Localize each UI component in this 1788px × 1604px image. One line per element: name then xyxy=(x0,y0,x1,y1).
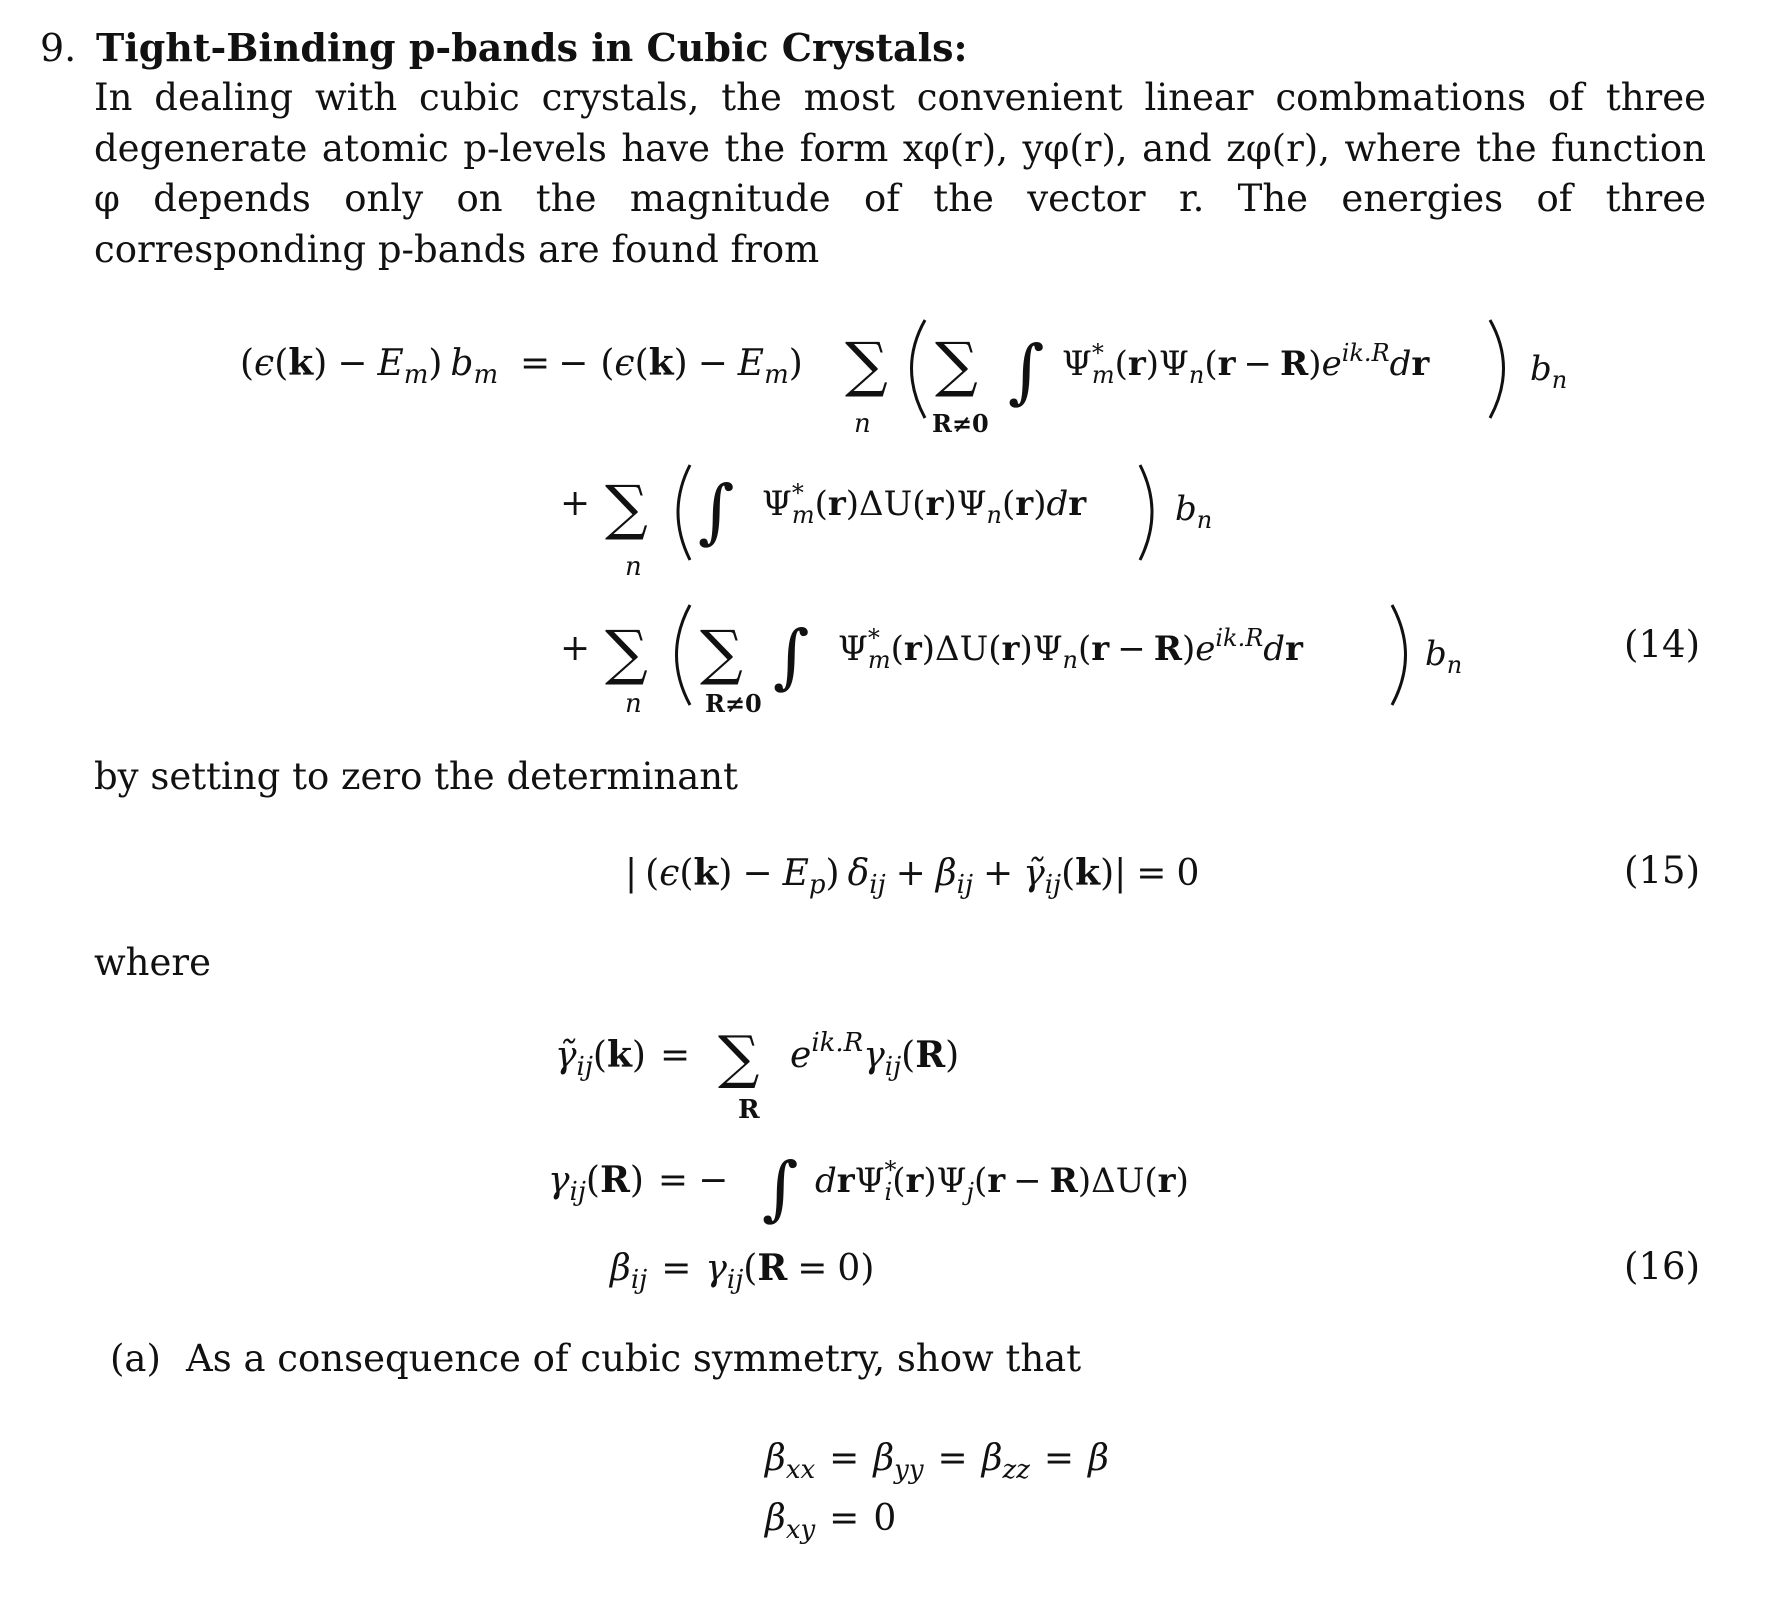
eq14-rhs-prefix: = − $(\epsilon(k) - E_m)$ xyxy=(520,342,803,390)
eq14-line3-big-rparen xyxy=(1392,605,1406,705)
eq14-line1 xyxy=(240,320,1567,439)
eq14-sum-n: ∑ xyxy=(845,330,888,400)
eq14-line2-lparen xyxy=(678,465,690,560)
eq14-integral: ∫ xyxy=(1008,330,1045,412)
intro-paragraph: In dealing with cubic crystals, the most convenient linear combmations of three degenerate atomic p-levels have the form xφ(r), yφ(r), and zφ(r), where the function φ depends only on the magnitude of the vector r. The energies of three corresponding p-bands are found from xyxy=(94,76,1706,271)
eq14-big-lparen xyxy=(912,320,926,418)
eq14-line2-rparen xyxy=(1140,465,1152,560)
part-a-equations xyxy=(763,1438,1109,1545)
eq14-bn-3: $b_n$ xyxy=(1425,634,1463,679)
part-a-eq2: $\beta_{xy} = 0$ xyxy=(765,1498,897,1545)
eq15-number: (15) xyxy=(1624,849,1700,892)
eq16-line1-rhs: $e^{ik.R}\gamma_{ij}(R)$ xyxy=(790,1028,960,1082)
eq14-sum-R: ∑ xyxy=(935,330,978,400)
eq14-line2 xyxy=(560,465,1212,582)
eq14-sum-R-3: ∑ xyxy=(700,618,743,688)
eq14-line2-integrand: Ψ* $m(r)\Delta U(r)\Psi_n(r)dr$ xyxy=(762,479,1087,529)
problem-number: 9. xyxy=(40,26,77,70)
eq14-bn-1: $b_n$ xyxy=(1530,349,1568,394)
eq14-plus-3: + xyxy=(560,628,591,669)
part-a-eq1: $\beta_{xx} = \beta_{yy} = \beta_{zz} = \beta$ xyxy=(765,1438,1109,1485)
eq14-sum-n-sub: n xyxy=(854,409,871,439)
part-a xyxy=(110,1334,1081,1384)
eq14-bn-2: $b_n$ xyxy=(1175,489,1213,534)
eq16-number: (16) xyxy=(1624,1245,1700,1288)
problem-title: Tight-Binding p-bands in Cubic Crystals: xyxy=(96,25,968,70)
eq16-line2-lhs: $\gamma_{ij}(R)$ = − xyxy=(548,1159,729,1207)
eq14-line2-integral: ∫ xyxy=(698,470,735,552)
eq14-line3-integral: ∫ xyxy=(773,615,810,697)
eq16-line2-rhs: drΨ* $i(r)\Psi_j(r - R)\Delta U(r)$ xyxy=(815,1156,1189,1206)
eq14-lhs: $(\epsilon(k) - E_m)$ $b_m$ xyxy=(240,342,499,390)
eq14-line3-integrand: Ψ* $m(r)\Delta U(r)\Psi_n(r - R)e^{ik.R}dr$ xyxy=(838,624,1303,674)
eq14-sum-n-3: ∑ xyxy=(605,618,648,688)
eq14-sum-n-2-sub: n xyxy=(625,552,642,582)
eq14-line3-big-lparen xyxy=(677,605,691,705)
eq14-plus-2: + xyxy=(560,483,591,524)
equation-15 xyxy=(625,852,1199,900)
eq14-sum-n-2: ∑ xyxy=(605,473,648,543)
eq16-line3: $\beta_{ij} = \gamma_{ij}(R = 0)$ xyxy=(610,1247,875,1295)
eq14-line3 xyxy=(560,605,1462,719)
part-a-text: As a consequence of cubic symmetry, show that xyxy=(186,1337,1082,1380)
text-after-eq14: by setting to zero the determinant xyxy=(94,755,738,798)
eq16-line1: $\gammã_{ij}(k)$ = xyxy=(555,1034,691,1082)
eq14-sum-n-3-sub: n xyxy=(625,689,642,719)
eq16-sum-R: ∑ xyxy=(718,1023,760,1091)
eq16-integral: ∫ xyxy=(762,1147,799,1229)
eq14-sum-R-sub: R≠0 xyxy=(932,409,989,438)
eq16-sum-R-sub: R xyxy=(738,1095,760,1125)
eq14-sum-R-3-sub: R≠0 xyxy=(705,689,762,718)
eq14-integrand: Ψ* $m(r)\Psi_n(r - R)e^{ik.R}dr$ xyxy=(1062,339,1430,389)
eq14-big-rparen xyxy=(1490,320,1504,418)
eq15-expr: | $(\epsilon(k) - E_p)$ $\delta_{ij} + \beta_{ij}$ + $\gammã_{ij}(k)| = 0$ xyxy=(625,852,1200,900)
part-a-label: (a) xyxy=(110,1337,161,1380)
text-where: where xyxy=(94,941,211,984)
eq14-number: (14) xyxy=(1624,623,1700,666)
equation-16 xyxy=(548,1023,1189,1295)
